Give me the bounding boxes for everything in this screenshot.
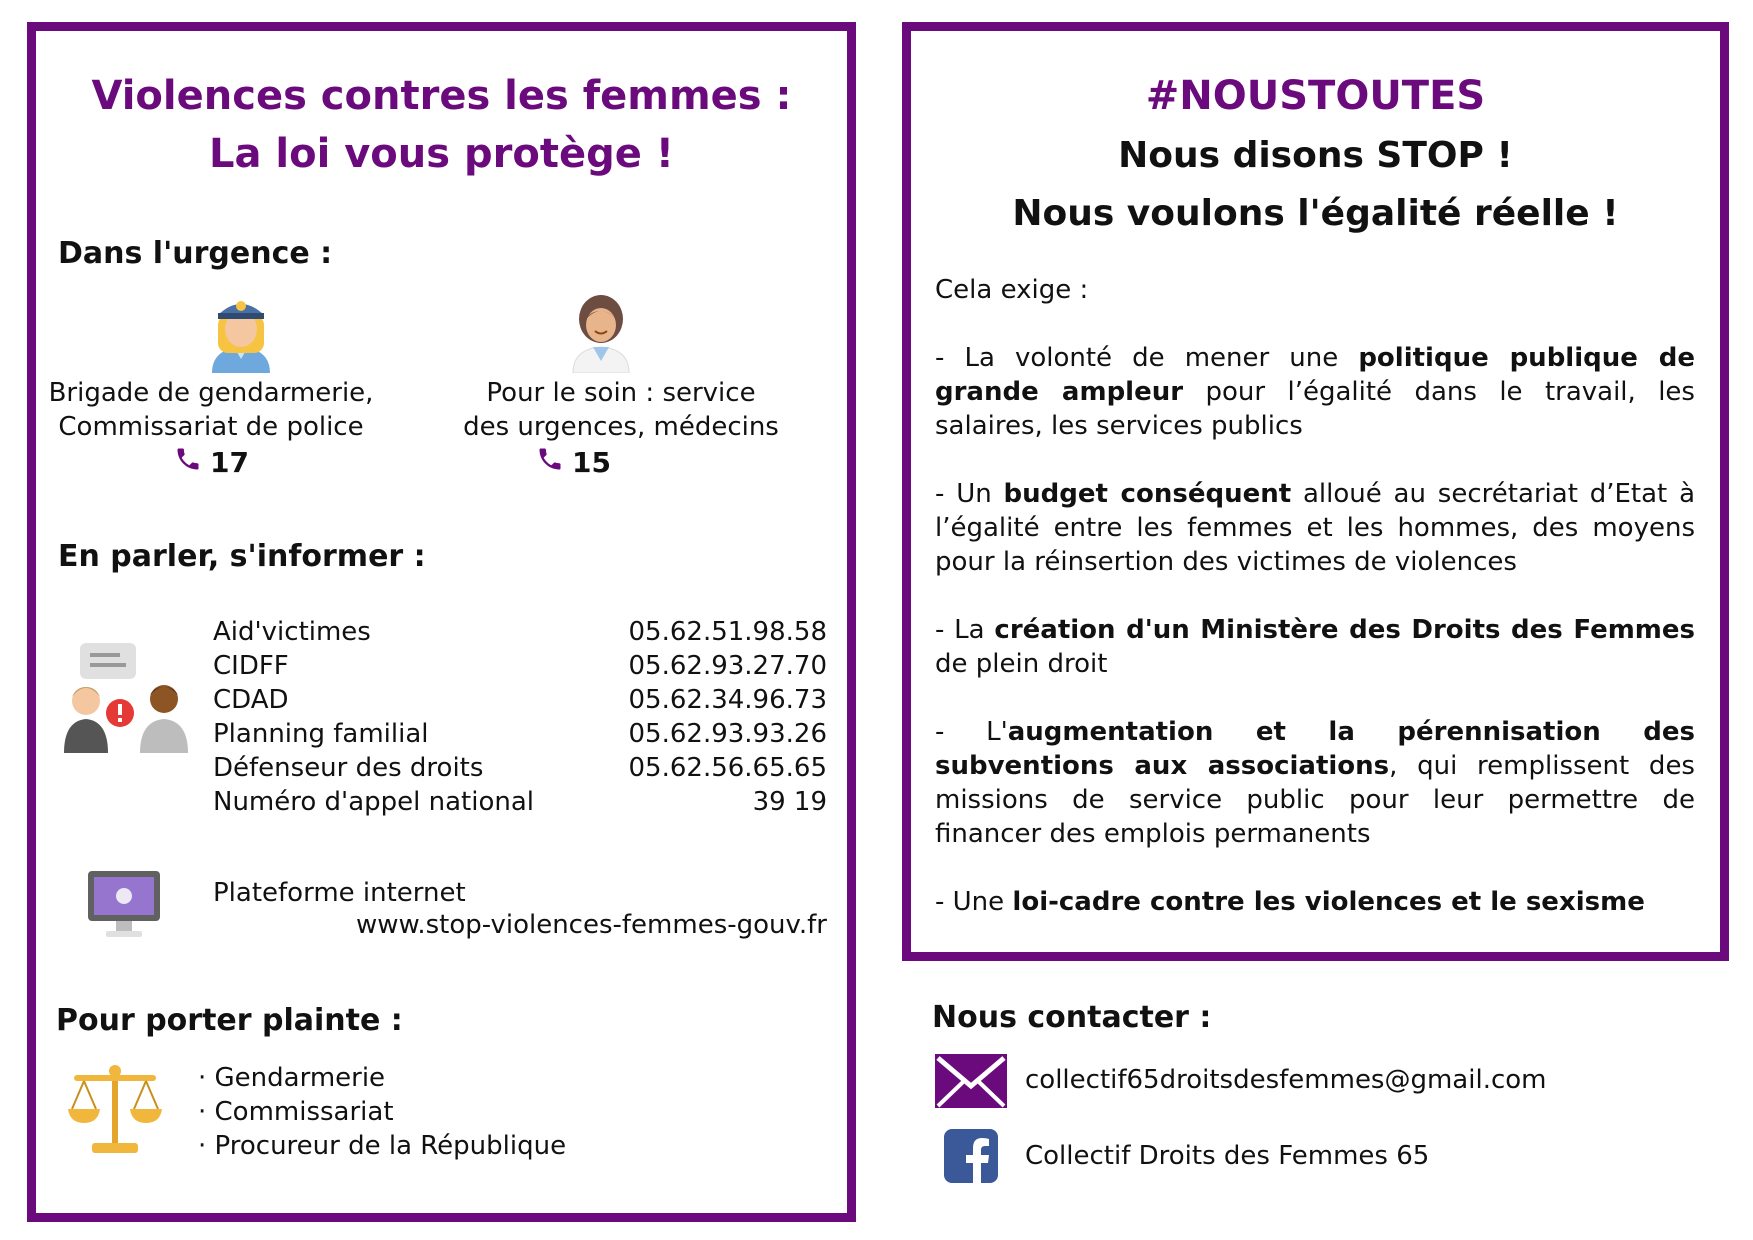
contact-facebook[interactable]: Collectif Droits des Femmes 65 bbox=[1025, 1141, 1430, 1171]
police-line-2: Commissariat de police bbox=[58, 412, 364, 442]
contact-row bbox=[213, 717, 827, 751]
phone-icon bbox=[174, 444, 202, 481]
contact-email[interactable]: collectif65droitsdesfemmes@gmail.com bbox=[1025, 1065, 1547, 1095]
police-phone[interactable] bbox=[174, 444, 249, 481]
phone-icon bbox=[536, 444, 564, 481]
police-woman-icon bbox=[204, 293, 278, 373]
soin-line-1: Pour le soin : service bbox=[486, 378, 756, 408]
contact-row bbox=[213, 785, 827, 819]
demand-paragraph: - L'augmentation et la pérennisation des subventions aux associations, qui remplissent des missions de service public pour leur permettre de financer des emplois permanents bbox=[935, 717, 1696, 849]
contact-phone[interactable]: 05.62.56.65.65 bbox=[628, 753, 827, 783]
demand-paragraph: - La création d'un Ministère des Droits des Femmes de plein droit bbox=[935, 615, 1695, 679]
contact-phone[interactable]: 39 19 bbox=[752, 787, 827, 817]
plainte-item: · Commissariat bbox=[198, 1097, 394, 1127]
police-number: 17 bbox=[210, 446, 249, 479]
contact-row bbox=[213, 751, 827, 785]
demand-paragraph: - Un budget conséquent alloué au secrétariat d’Etat à l’égalité entre les femmes et les hommes, des moyens pour la réinsertion des victimes de violences bbox=[935, 479, 1696, 577]
facebook-icon[interactable] bbox=[944, 1129, 998, 1183]
contact-phone[interactable]: 05.62.93.93.26 bbox=[628, 719, 827, 749]
demand-paragraph: - Une loi-cadre contre les violences et le sexisme bbox=[935, 887, 1645, 917]
contact-phone[interactable]: 05.62.93.27.70 bbox=[628, 651, 827, 681]
contact-name: Numéro d'appel national bbox=[213, 787, 534, 817]
platform-url[interactable]: www.stop-violences-femmes-gouv.fr bbox=[355, 910, 827, 940]
police-line-1: Brigade de gendarmerie, bbox=[48, 378, 374, 408]
scales-of-justice-icon bbox=[66, 1063, 164, 1157]
soin-phone[interactable] bbox=[536, 444, 611, 481]
plainte-item: · Gendarmerie bbox=[198, 1063, 386, 1093]
left-panel bbox=[27, 22, 856, 1222]
contact-heading: Nous contacter : bbox=[932, 1000, 1212, 1035]
informer-heading: En parler, s'informer : bbox=[58, 539, 426, 574]
plainte-heading: Pour porter plainte : bbox=[56, 1003, 403, 1038]
contact-phone[interactable]: 05.62.34.96.73 bbox=[628, 685, 827, 715]
stop-line: Nous disons STOP ! bbox=[1118, 135, 1513, 176]
title-line-2: La loi vous protège ! bbox=[208, 131, 675, 177]
urgence-heading: Dans l'urgence : bbox=[58, 236, 333, 271]
contacts-list bbox=[213, 615, 827, 819]
contact-row bbox=[213, 615, 827, 649]
hashtag-title: #NOUSTOUTES bbox=[1145, 73, 1486, 119]
title-line-1: Violences contres les femmes : bbox=[91, 73, 792, 119]
contact-name: Planning familial bbox=[213, 719, 429, 749]
soin-line-2: des urgences, médecins bbox=[463, 412, 779, 442]
demand-paragraph: - La volonté de mener une politique publique de grande ampleur pour l’égalité dans le travail, les salaires, les services publics bbox=[935, 343, 1695, 441]
platform-label: Plateforme internet bbox=[213, 878, 466, 908]
conversation-icon bbox=[60, 643, 192, 753]
right-panel bbox=[902, 22, 1729, 961]
contact-name: CIDFF bbox=[213, 651, 289, 681]
contact-name: Défenseur des droits bbox=[213, 753, 484, 783]
plainte-item: · Procureur de la République bbox=[198, 1131, 567, 1161]
contact-phone[interactable]: 05.62.51.98.58 bbox=[628, 617, 827, 647]
envelope-icon bbox=[935, 1054, 1007, 1108]
equality-line: Nous voulons l'égalité réelle ! bbox=[1012, 193, 1619, 234]
doctor-woman-icon bbox=[569, 293, 633, 373]
contact-name: Aid'victimes bbox=[213, 617, 371, 647]
soin-number: 15 bbox=[572, 446, 611, 479]
contact-name: CDAD bbox=[213, 685, 289, 715]
plainte-list bbox=[198, 1061, 566, 1163]
demands-list bbox=[935, 341, 1695, 953]
contact-row bbox=[213, 649, 827, 683]
monitor-icon bbox=[86, 869, 162, 941]
contact-row bbox=[213, 683, 827, 717]
intro-text: Cela exige : bbox=[935, 275, 1089, 305]
